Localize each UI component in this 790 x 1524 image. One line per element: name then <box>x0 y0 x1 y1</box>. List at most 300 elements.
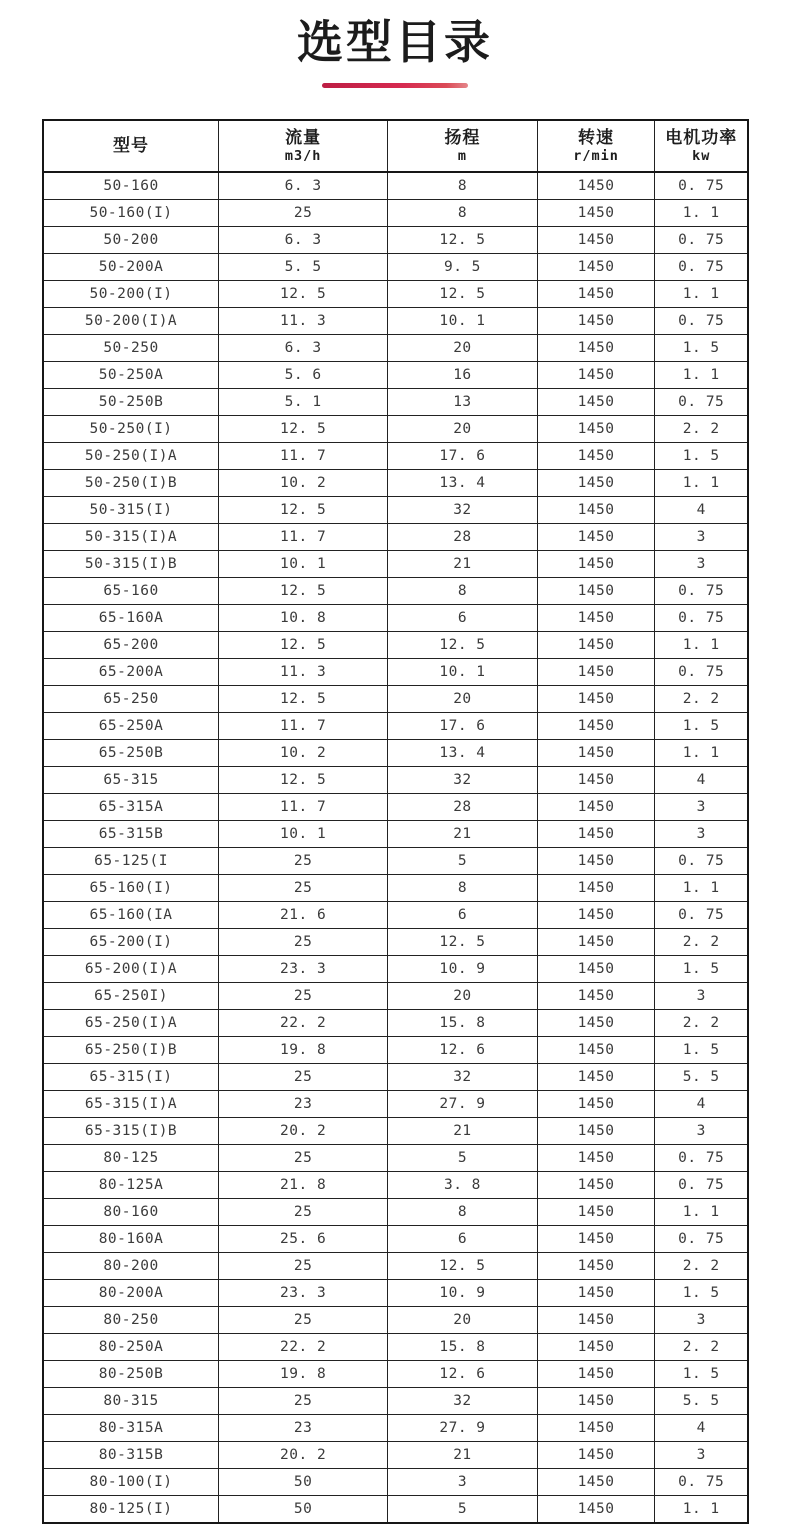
flow-cell: 11. 7 <box>219 793 388 820</box>
model-cell: 65-200 <box>43 631 219 658</box>
flow-cell: 22. 2 <box>219 1009 388 1036</box>
speed-cell: 1450 <box>537 955 655 982</box>
speed-cell: 1450 <box>537 307 655 334</box>
speed-cell: 1450 <box>537 1225 655 1252</box>
flow-cell: 23 <box>219 1090 388 1117</box>
speed-cell: 1450 <box>537 1144 655 1171</box>
head-cell: 8 <box>388 1198 537 1225</box>
power-cell: 0. 75 <box>655 1144 748 1171</box>
flow-cell: 25 <box>219 1063 388 1090</box>
speed-cell: 1450 <box>537 928 655 955</box>
table-row <box>43 172 748 200</box>
table-row <box>43 1198 748 1225</box>
model-cell: 80-125 <box>43 1144 219 1171</box>
column-header-label: 型号 <box>113 135 150 155</box>
power-cell: 1. 1 <box>655 1495 748 1523</box>
table-row <box>43 1306 748 1333</box>
power-cell: 0. 75 <box>655 172 748 200</box>
speed-cell: 1450 <box>537 496 655 523</box>
model-cell: 65-250(I)B <box>43 1036 219 1063</box>
power-cell: 0. 75 <box>655 847 748 874</box>
flow-cell: 6. 3 <box>219 226 388 253</box>
head-cell: 16 <box>388 361 537 388</box>
power-cell: 3 <box>655 820 748 847</box>
power-cell: 3 <box>655 982 748 1009</box>
power-cell: 1. 1 <box>655 874 748 901</box>
flow-cell: 11. 7 <box>219 712 388 739</box>
power-cell: 1. 1 <box>655 631 748 658</box>
flow-cell: 21. 8 <box>219 1171 388 1198</box>
flow-cell: 25 <box>219 1252 388 1279</box>
power-cell: 3 <box>655 1306 748 1333</box>
model-cell: 65-200A <box>43 658 219 685</box>
head-cell: 5 <box>388 847 537 874</box>
power-cell: 5. 5 <box>655 1387 748 1414</box>
flow-cell: 23 <box>219 1414 388 1441</box>
power-cell: 1. 5 <box>655 1360 748 1387</box>
model-cell: 80-250A <box>43 1333 219 1360</box>
head-cell: 10. 9 <box>388 1279 537 1306</box>
table-row <box>43 955 748 982</box>
speed-cell: 1450 <box>537 1252 655 1279</box>
power-cell: 3 <box>655 523 748 550</box>
speed-cell: 1450 <box>537 1063 655 1090</box>
table-row <box>43 766 748 793</box>
power-cell: 0. 75 <box>655 1225 748 1252</box>
speed-cell: 1450 <box>537 253 655 280</box>
catalog-page <box>0 16 790 1517</box>
column-header-label: 扬程 <box>444 127 481 147</box>
selection-catalog-table <box>42 119 749 1524</box>
model-cell: 65-200(I) <box>43 928 219 955</box>
table-row <box>43 1009 748 1036</box>
speed-cell: 1450 <box>537 1387 655 1414</box>
table-row <box>43 1063 748 1090</box>
power-cell: 1. 1 <box>655 280 748 307</box>
table-row <box>43 1333 748 1360</box>
head-cell: 17. 6 <box>388 712 537 739</box>
speed-cell: 1450 <box>537 577 655 604</box>
table-row <box>43 658 748 685</box>
head-cell: 21 <box>388 1441 537 1468</box>
column-header-label: 电机功率 <box>665 127 738 147</box>
speed-cell: 1450 <box>537 685 655 712</box>
model-cell: 50-200(I)A <box>43 307 219 334</box>
title-underline-decoration <box>322 83 468 88</box>
head-cell: 6 <box>388 604 537 631</box>
table-row <box>43 1414 748 1441</box>
model-cell: 80-125(I) <box>43 1495 219 1523</box>
head-cell: 32 <box>388 496 537 523</box>
flow-cell: 50 <box>219 1468 388 1495</box>
speed-cell: 1450 <box>537 793 655 820</box>
power-cell: 0. 75 <box>655 577 748 604</box>
column-header-model <box>43 120 219 172</box>
flow-cell: 20. 2 <box>219 1441 388 1468</box>
flow-cell: 10. 1 <box>219 550 388 577</box>
table-row <box>43 1171 748 1198</box>
head-cell: 28 <box>388 793 537 820</box>
power-cell: 0. 75 <box>655 1468 748 1495</box>
table-row <box>43 631 748 658</box>
speed-cell: 1450 <box>537 1468 655 1495</box>
power-cell: 2. 2 <box>655 685 748 712</box>
flow-cell: 6. 3 <box>219 172 388 200</box>
head-cell: 5 <box>388 1144 537 1171</box>
model-cell: 80-200A <box>43 1279 219 1306</box>
power-cell: 0. 75 <box>655 1171 748 1198</box>
speed-cell: 1450 <box>537 982 655 1009</box>
table-row <box>43 496 748 523</box>
flow-cell: 25. 6 <box>219 1225 388 1252</box>
table-row <box>43 928 748 955</box>
power-cell: 3 <box>655 1117 748 1144</box>
column-header-label: 流量 <box>285 127 322 147</box>
head-cell: 20 <box>388 1306 537 1333</box>
column-header-label: 转速 <box>578 127 615 147</box>
power-cell: 4 <box>655 496 748 523</box>
power-cell: 2. 2 <box>655 1252 748 1279</box>
table-row <box>43 604 748 631</box>
column-header-speed <box>537 120 655 172</box>
speed-cell: 1450 <box>537 442 655 469</box>
power-cell: 1. 1 <box>655 361 748 388</box>
speed-cell: 1450 <box>537 550 655 577</box>
head-cell: 5 <box>388 1495 537 1523</box>
speed-cell: 1450 <box>537 1198 655 1225</box>
power-cell: 4 <box>655 1090 748 1117</box>
speed-cell: 1450 <box>537 469 655 496</box>
model-cell: 50-250(I) <box>43 415 219 442</box>
flow-cell: 6. 3 <box>219 334 388 361</box>
model-cell: 65-250A <box>43 712 219 739</box>
speed-cell: 1450 <box>537 1036 655 1063</box>
model-cell: 50-200 <box>43 226 219 253</box>
column-header-unit: r/min <box>573 147 619 164</box>
head-cell: 21 <box>388 1117 537 1144</box>
power-cell: 1. 5 <box>655 442 748 469</box>
table-row <box>43 1225 748 1252</box>
head-cell: 8 <box>388 577 537 604</box>
flow-cell: 23. 3 <box>219 1279 388 1306</box>
speed-cell: 1450 <box>537 847 655 874</box>
power-cell: 3 <box>655 793 748 820</box>
power-cell: 0. 75 <box>655 307 748 334</box>
speed-cell: 1450 <box>537 1090 655 1117</box>
table-row <box>43 523 748 550</box>
model-cell: 50-250A <box>43 361 219 388</box>
head-cell: 6 <box>388 1225 537 1252</box>
model-cell: 80-250 <box>43 1306 219 1333</box>
head-cell: 20 <box>388 685 537 712</box>
model-cell: 80-160A <box>43 1225 219 1252</box>
model-cell: 50-315(I)B <box>43 550 219 577</box>
table-row <box>43 361 748 388</box>
flow-cell: 22. 2 <box>219 1333 388 1360</box>
model-cell: 65-250B <box>43 739 219 766</box>
head-cell: 20 <box>388 415 537 442</box>
head-cell: 32 <box>388 1063 537 1090</box>
head-cell: 13 <box>388 388 537 415</box>
flow-cell: 25 <box>219 874 388 901</box>
flow-cell: 25 <box>219 1198 388 1225</box>
head-cell: 13. 4 <box>388 739 537 766</box>
model-cell: 65-160 <box>43 577 219 604</box>
table-row <box>43 847 748 874</box>
power-cell: 1. 5 <box>655 712 748 739</box>
head-cell: 12. 5 <box>388 1252 537 1279</box>
head-cell: 12. 6 <box>388 1036 537 1063</box>
flow-cell: 5. 5 <box>219 253 388 280</box>
flow-cell: 50 <box>219 1495 388 1523</box>
speed-cell: 1450 <box>537 739 655 766</box>
column-header-unit: kw <box>692 147 711 164</box>
flow-cell: 19. 8 <box>219 1036 388 1063</box>
flow-cell: 5. 1 <box>219 388 388 415</box>
model-cell: 65-200(I)A <box>43 955 219 982</box>
flow-cell: 12. 5 <box>219 496 388 523</box>
power-cell: 4 <box>655 766 748 793</box>
model-cell: 50-200A <box>43 253 219 280</box>
flow-cell: 10. 2 <box>219 469 388 496</box>
flow-cell: 11. 3 <box>219 307 388 334</box>
flow-cell: 21. 6 <box>219 901 388 928</box>
speed-cell: 1450 <box>537 388 655 415</box>
speed-cell: 1450 <box>537 1495 655 1523</box>
speed-cell: 1450 <box>537 280 655 307</box>
head-cell: 13. 4 <box>388 469 537 496</box>
flow-cell: 19. 8 <box>219 1360 388 1387</box>
flow-cell: 20. 2 <box>219 1117 388 1144</box>
model-cell: 65-315B <box>43 820 219 847</box>
table-row <box>43 1279 748 1306</box>
model-cell: 50-315(I)A <box>43 523 219 550</box>
speed-cell: 1450 <box>537 631 655 658</box>
model-cell: 65-315(I)A <box>43 1090 219 1117</box>
table-row <box>43 874 748 901</box>
head-cell: 20 <box>388 334 537 361</box>
table-row <box>43 1090 748 1117</box>
power-cell: 1. 5 <box>655 1279 748 1306</box>
head-cell: 6 <box>388 901 537 928</box>
table-row <box>43 901 748 928</box>
table-row <box>43 1117 748 1144</box>
table-row <box>43 1495 748 1523</box>
flow-cell: 23. 3 <box>219 955 388 982</box>
head-cell: 10. 9 <box>388 955 537 982</box>
speed-cell: 1450 <box>537 226 655 253</box>
head-cell: 17. 6 <box>388 442 537 469</box>
power-cell: 2. 2 <box>655 415 748 442</box>
head-cell: 9. 5 <box>388 253 537 280</box>
power-cell: 0. 75 <box>655 901 748 928</box>
table-row <box>43 1468 748 1495</box>
power-cell: 5. 5 <box>655 1063 748 1090</box>
head-cell: 21 <box>388 820 537 847</box>
model-cell: 50-250(I)B <box>43 469 219 496</box>
head-cell: 21 <box>388 550 537 577</box>
table-row <box>43 550 748 577</box>
speed-cell: 1450 <box>537 1333 655 1360</box>
flow-cell: 12. 5 <box>219 766 388 793</box>
table-row <box>43 334 748 361</box>
speed-cell: 1450 <box>537 361 655 388</box>
power-cell: 0. 75 <box>655 604 748 631</box>
model-cell: 80-160 <box>43 1198 219 1225</box>
head-cell: 12. 5 <box>388 280 537 307</box>
model-cell: 80-125A <box>43 1171 219 1198</box>
flow-cell: 25 <box>219 1387 388 1414</box>
power-cell: 2. 2 <box>655 1333 748 1360</box>
head-cell: 20 <box>388 982 537 1009</box>
model-cell: 65-315(I)B <box>43 1117 219 1144</box>
model-cell: 50-160 <box>43 172 219 200</box>
head-cell: 10. 1 <box>388 307 537 334</box>
speed-cell: 1450 <box>537 1279 655 1306</box>
table-row <box>43 793 748 820</box>
power-cell: 1. 1 <box>655 199 748 226</box>
model-cell: 80-315A <box>43 1414 219 1441</box>
power-cell: 0. 75 <box>655 658 748 685</box>
speed-cell: 1450 <box>537 1171 655 1198</box>
model-cell: 65-160(I) <box>43 874 219 901</box>
model-cell: 50-200(I) <box>43 280 219 307</box>
model-cell: 80-250B <box>43 1360 219 1387</box>
flow-cell: 25 <box>219 1306 388 1333</box>
column-header-head <box>388 120 537 172</box>
flow-cell: 5. 6 <box>219 361 388 388</box>
power-cell: 0. 75 <box>655 226 748 253</box>
flow-cell: 12. 5 <box>219 280 388 307</box>
column-header-unit: m <box>457 147 468 164</box>
power-cell: 2. 2 <box>655 1009 748 1036</box>
model-cell: 80-315 <box>43 1387 219 1414</box>
column-header-power <box>655 120 748 172</box>
table-row <box>43 1144 748 1171</box>
header-row <box>43 120 748 172</box>
speed-cell: 1450 <box>537 820 655 847</box>
power-cell: 1. 5 <box>655 955 748 982</box>
speed-cell: 1450 <box>537 766 655 793</box>
head-cell: 12. 5 <box>388 226 537 253</box>
flow-cell: 25 <box>219 847 388 874</box>
power-cell: 1. 1 <box>655 469 748 496</box>
speed-cell: 1450 <box>537 523 655 550</box>
power-cell: 2. 2 <box>655 928 748 955</box>
speed-cell: 1450 <box>537 1360 655 1387</box>
table-row <box>43 415 748 442</box>
power-cell: 1. 5 <box>655 1036 748 1063</box>
flow-cell: 11. 7 <box>219 523 388 550</box>
head-cell: 15. 8 <box>388 1009 537 1036</box>
head-cell: 8 <box>388 199 537 226</box>
table-row <box>43 820 748 847</box>
model-cell: 65-250(I)A <box>43 1009 219 1036</box>
table-row <box>43 388 748 415</box>
table-row <box>43 1441 748 1468</box>
speed-cell: 1450 <box>537 199 655 226</box>
column-header-unit: m3/h <box>284 147 322 164</box>
table-row <box>43 685 748 712</box>
flow-cell: 25 <box>219 1144 388 1171</box>
flow-cell: 12. 5 <box>219 685 388 712</box>
power-cell: 3 <box>655 1441 748 1468</box>
table-row <box>43 1387 748 1414</box>
head-cell: 12. 5 <box>388 928 537 955</box>
table-row <box>43 1036 748 1063</box>
speed-cell: 1450 <box>537 1306 655 1333</box>
model-cell: 65-315 <box>43 766 219 793</box>
head-cell: 28 <box>388 523 537 550</box>
speed-cell: 1450 <box>537 874 655 901</box>
model-cell: 50-160(I) <box>43 199 219 226</box>
model-cell: 50-250 <box>43 334 219 361</box>
model-cell: 65-160(IA <box>43 901 219 928</box>
flow-cell: 10. 8 <box>219 604 388 631</box>
power-cell: 4 <box>655 1414 748 1441</box>
speed-cell: 1450 <box>537 712 655 739</box>
model-cell: 65-315A <box>43 793 219 820</box>
flow-cell: 11. 7 <box>219 442 388 469</box>
flow-cell: 11. 3 <box>219 658 388 685</box>
flow-cell: 25 <box>219 982 388 1009</box>
table-row <box>43 712 748 739</box>
model-cell: 65-315(I) <box>43 1063 219 1090</box>
speed-cell: 1450 <box>537 901 655 928</box>
flow-cell: 12. 5 <box>219 577 388 604</box>
power-cell: 1. 5 <box>655 334 748 361</box>
power-cell: 3 <box>655 550 748 577</box>
power-cell: 1. 1 <box>655 1198 748 1225</box>
speed-cell: 1450 <box>537 334 655 361</box>
table-row <box>43 307 748 334</box>
head-cell: 27. 9 <box>388 1414 537 1441</box>
head-cell: 12. 5 <box>388 631 537 658</box>
speed-cell: 1450 <box>537 1117 655 1144</box>
speed-cell: 1450 <box>537 172 655 200</box>
model-cell: 65-250I) <box>43 982 219 1009</box>
page-title: 选型目录 <box>297 16 493 68</box>
flow-cell: 10. 1 <box>219 820 388 847</box>
table-body <box>43 172 748 1523</box>
head-cell: 10. 1 <box>388 658 537 685</box>
model-cell: 80-315B <box>43 1441 219 1468</box>
power-cell: 1. 1 <box>655 739 748 766</box>
speed-cell: 1450 <box>537 658 655 685</box>
power-cell: 0. 75 <box>655 388 748 415</box>
speed-cell: 1450 <box>537 1441 655 1468</box>
flow-cell: 25 <box>219 199 388 226</box>
flow-cell: 25 <box>219 928 388 955</box>
head-cell: 15. 8 <box>388 1333 537 1360</box>
flow-cell: 12. 5 <box>219 415 388 442</box>
head-cell: 32 <box>388 1387 537 1414</box>
table-row <box>43 280 748 307</box>
table-header <box>43 120 748 172</box>
table-row <box>43 982 748 1009</box>
speed-cell: 1450 <box>537 604 655 631</box>
head-cell: 32 <box>388 766 537 793</box>
head-cell: 8 <box>388 172 537 200</box>
table-row <box>43 577 748 604</box>
table-row <box>43 1252 748 1279</box>
table-row <box>43 469 748 496</box>
model-cell: 80-200 <box>43 1252 219 1279</box>
table-row <box>43 226 748 253</box>
column-header-flow <box>219 120 388 172</box>
table-row <box>43 253 748 280</box>
model-cell: 80-100(I) <box>43 1468 219 1495</box>
